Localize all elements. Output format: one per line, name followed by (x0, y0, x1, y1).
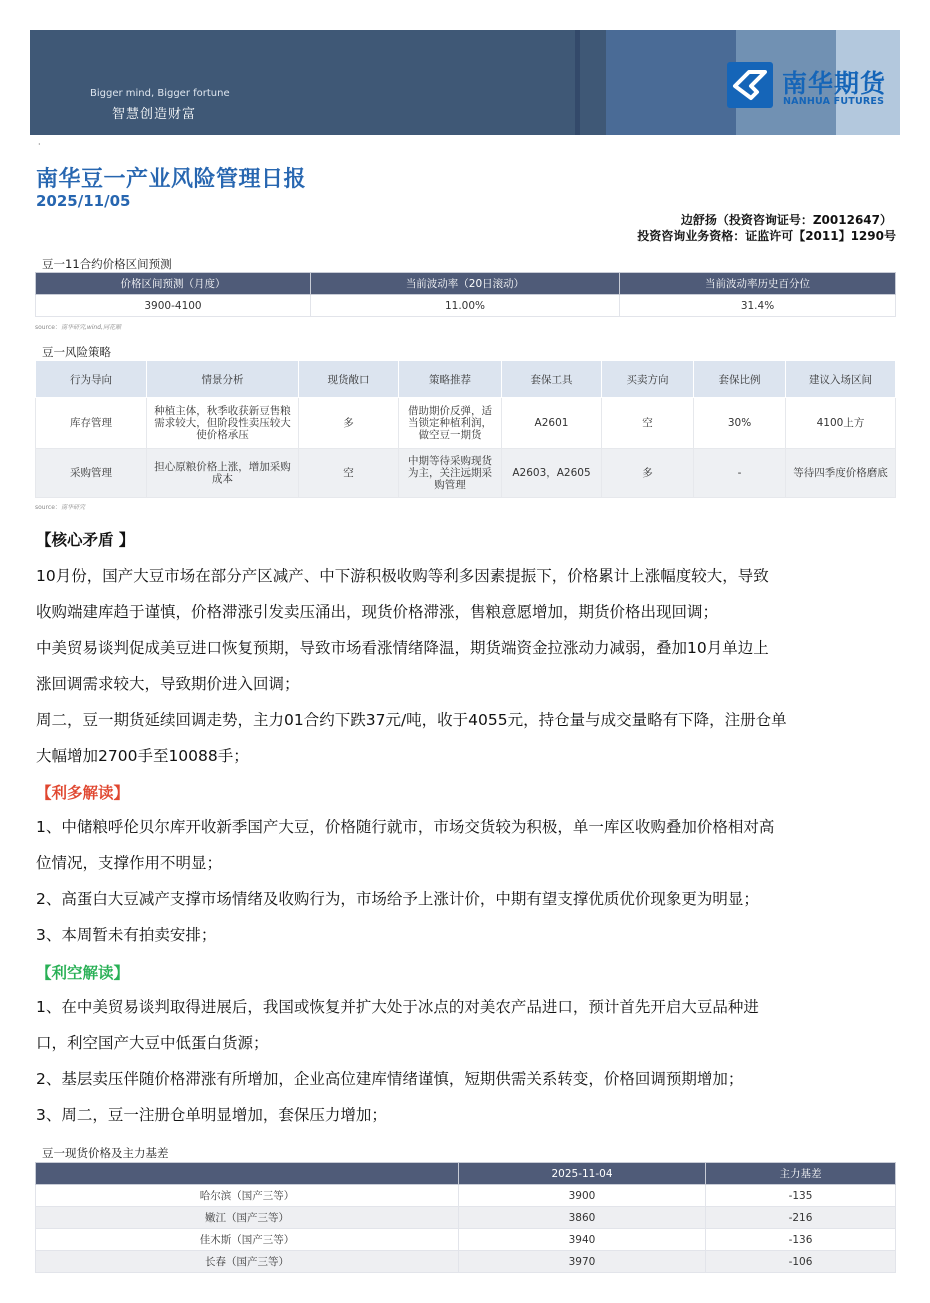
risk-strategy-table (35, 360, 896, 498)
table-row (36, 1185, 896, 1207)
table-cell: 种植主体，秋季收获新豆售粮需求较大，但阶段性卖压较大使价格承压 (147, 398, 299, 449)
table-row (36, 449, 896, 498)
report-date: 2025/11/05 (36, 192, 131, 210)
spot-basis-table (35, 1162, 896, 1273)
tagline-english: Bigger mind, Bigger fortune (90, 88, 230, 99)
page-marker: · (38, 140, 41, 149)
text-line: 2、高蛋白大豆减产支撑市场情绪及收购行为，市场给予上涨计价，中期有望支撑优质优价现象更为明显； (36, 890, 759, 908)
column-header: 2025-11-04 (459, 1163, 706, 1185)
core-heading: 【核心矛盾 】 (36, 531, 135, 549)
price-cell: 3970 (459, 1251, 706, 1273)
table-row (36, 398, 896, 449)
text-line: 10月份，国产大豆市场在部分产区减产、中下游积极收购等利多因素提振下，价格累计上涨幅度较大，导致 (36, 567, 769, 585)
text-line: 2、基层卖压伴随价格滞涨有所增加，企业高位建库情绪谨慎，短期供需关系转变，价格回调预期增加； (36, 1070, 744, 1088)
text-line: 3、周二，豆一注册仓单明显增加，套保压力增加； (36, 1106, 387, 1124)
table-cell: 30% (694, 398, 786, 449)
spot-basis-caption: 豆一现货价格及主力基差 (42, 1146, 169, 1160)
source-value: 南华研究,wind,同花顺 (60, 324, 121, 331)
text-line: 位情况，支撑作用不明显； (36, 854, 223, 872)
table-cell: 空 (602, 398, 694, 449)
column-header: 主力基差 (706, 1163, 896, 1185)
table-cell: A2601 (502, 398, 602, 449)
logo-text-english: NANHUA FUTURES (783, 96, 885, 107)
price-forecast-table (35, 272, 896, 317)
basis-cell: -135 (706, 1185, 896, 1207)
source-label: source： (35, 324, 61, 331)
table-row (36, 1251, 896, 1273)
text-line: 1、中储粮呼伦贝尔库开收新季国产大豆，价格随行就市，市场交货较为积极，单一库区收购叠加价格相对高 (36, 818, 775, 836)
basis-cell: -106 (706, 1251, 896, 1273)
region-cell: 嫩江（国产三等） (36, 1207, 459, 1229)
core-paragraph (36, 558, 896, 774)
column-header: 套保比例 (694, 361, 786, 398)
region-cell: 长春（国产三等） (36, 1251, 459, 1273)
region-cell: 哈尔滨（国产三等） (36, 1185, 459, 1207)
table-header-row (36, 361, 896, 398)
table-cell: 4100上方 (786, 398, 896, 449)
risk-strategy-caption: 豆一风险策略 (42, 345, 111, 359)
column-header: 建议入场区间 (786, 361, 896, 398)
table-header-row (36, 1163, 896, 1185)
table-cell: 担心原粮价格上涨，增加采购成本 (147, 449, 299, 498)
column-header: 当前波动率历史百分位 (620, 273, 896, 295)
column-header: 行为导向 (36, 361, 147, 398)
price-cell: 3860 (459, 1207, 706, 1229)
volatility-cell: 11.00% (311, 295, 620, 317)
column-header: 当前波动率（20日滚动） (311, 273, 620, 295)
table-cell: 等待四季度价格磨底 (786, 449, 896, 498)
region-cell: 佳木斯（国产三等） (36, 1229, 459, 1251)
text-line: 口，利空国产大豆中低蛋白货源； (36, 1034, 269, 1052)
text-line: 收购端建库趋于谨慎，价格滞涨引发卖压涌出，现货价格滞涨，售粮意愿增加，期货价格出现回调； (36, 603, 719, 621)
column-header: 买卖方向 (602, 361, 694, 398)
logo-text-chinese: 南华期货 (782, 69, 887, 98)
banner-stripe (575, 30, 580, 135)
table-cell: A2603，A2605 (502, 449, 602, 498)
text-line: 3、本周暂未有拍卖安排； (36, 926, 217, 944)
text-line: 大幅增加2700手至10088手； (36, 747, 249, 765)
table-cell: 空 (299, 449, 399, 498)
analyst-credential: 边舒扬（投资咨询证号：Z0012647） (680, 213, 892, 227)
bearish-heading: 【利空解读】 (36, 964, 130, 982)
table-cell: 多 (602, 449, 694, 498)
text-line: 周二，豆一期货延续回调走势，主力01合约下跌37元/吨，收于4055元，持仓量与成交量略有下降，注册仓单 (36, 711, 787, 729)
source-note (35, 502, 85, 511)
column-header: 策略推荐 (399, 361, 502, 398)
source-note (35, 322, 121, 331)
bullish-paragraph (36, 809, 896, 953)
table-row (36, 295, 896, 317)
table-cell: 采购管理 (36, 449, 147, 498)
price-cell: 3940 (459, 1229, 706, 1251)
bearish-paragraph (36, 989, 896, 1133)
table-cell: 借助期价反弹，适当锁定种植利润，做空豆一期货 (399, 398, 502, 449)
banner-stripe (606, 30, 736, 135)
column-header: 套保工具 (502, 361, 602, 398)
header-banner (30, 30, 900, 135)
table-cell: - (694, 449, 786, 498)
text-line: 涨回调需求较大，导致期价进入回调； (36, 675, 300, 693)
price-cell: 3900 (459, 1185, 706, 1207)
column-header: 情景分析 (147, 361, 299, 398)
table-header-row (36, 273, 896, 295)
bullish-heading: 【利多解读】 (36, 784, 130, 802)
price-forecast-caption: 豆一11合约价格区间预测 (42, 257, 172, 271)
table-cell: 中期等待采购现货为主，关注远期采购管理 (399, 449, 502, 498)
table-cell: 库存管理 (36, 398, 147, 449)
table-row (36, 1229, 896, 1251)
license-info: 投资咨询业务资格：证监许可【2011】1290号 (637, 229, 896, 243)
report-title: 南华豆一产业风险管理日报 (36, 167, 307, 192)
table-cell: 多 (299, 398, 399, 449)
column-header: 价格区间预测（月度） (36, 273, 311, 295)
basis-cell: -136 (706, 1229, 896, 1251)
price-range-cell: 3900-4100 (36, 295, 311, 317)
column-header (36, 1163, 459, 1185)
column-header: 现货敞口 (299, 361, 399, 398)
volatility-percentile-cell: 31.4% (620, 295, 896, 317)
source-label: source： (35, 504, 61, 511)
basis-cell: -216 (706, 1207, 896, 1229)
text-line: 中美贸易谈判促成美豆进口恢复预期，导致市场看涨情绪降温，期货端资金拉涨动力减弱，叠加10月单边上 (36, 639, 769, 657)
tagline-chinese: 智慧创造财富 (112, 107, 197, 122)
table-row (36, 1207, 896, 1229)
text-line: 1、在中美贸易谈判取得进展后，我国或恢复并扩大处于冰点的对美农产品进口，预计首先开启大豆品种进 (36, 998, 759, 1016)
source-value: 南华研究 (60, 504, 85, 511)
nanhua-logo-icon (727, 62, 773, 108)
